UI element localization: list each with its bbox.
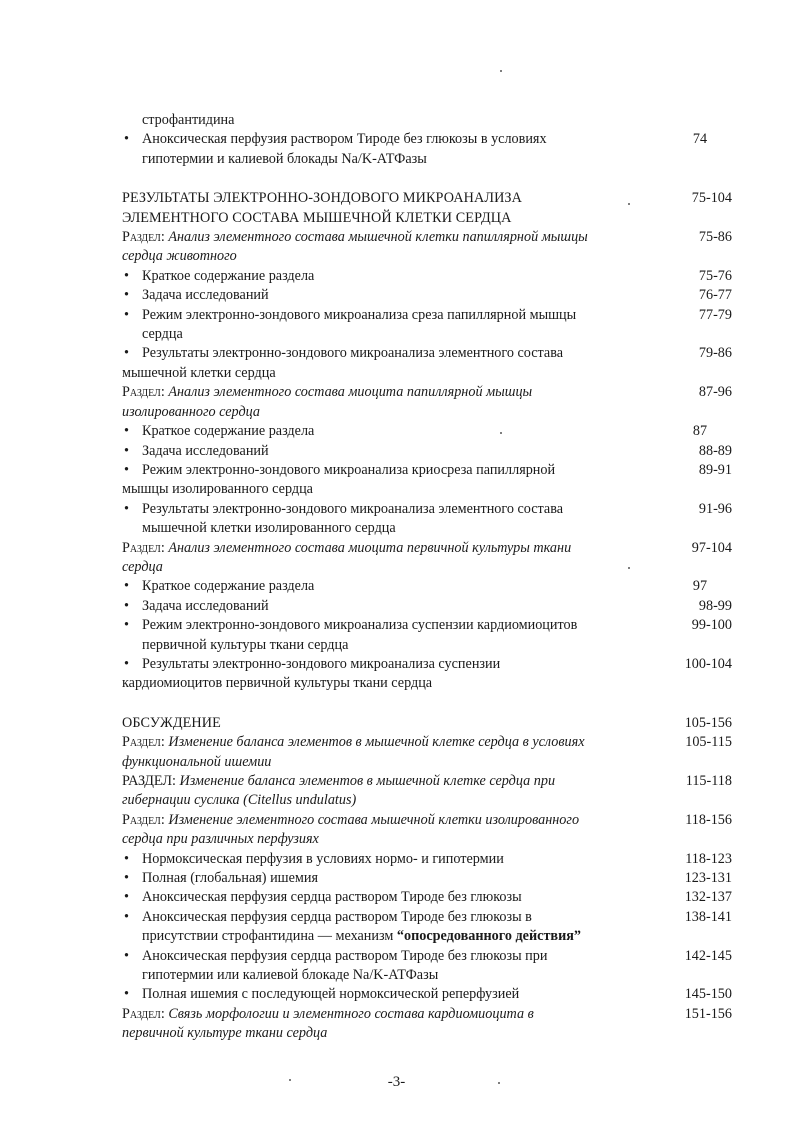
section-label: Раздел: — [122, 1005, 165, 1022]
entry-text: Режим электронно-зондового микроанализа криосреза папиллярной — [142, 461, 556, 478]
toc-entry — [122, 577, 732, 596]
entry-text: Режим электронно-зондового микроанализа среза папиллярной мышцы — [142, 306, 577, 323]
section-entry — [122, 1005, 732, 1044]
entry-text: Задача исследований — [142, 442, 269, 459]
bullet-icon: • — [124, 597, 129, 614]
page-number: 91-96 — [698, 500, 732, 517]
section-entry — [122, 228, 732, 267]
entry-text: Полная (глобальная) ишемия — [142, 870, 318, 887]
entry-text: присутствии строфантидина — механизм — [142, 928, 397, 945]
bullet-icon: • — [124, 850, 129, 867]
entry-text: гипотермии и калиевой блокады Na/K-АТФазы — [142, 150, 427, 167]
toc-entry — [122, 130, 732, 169]
page-number: 77-79 — [698, 306, 732, 323]
toc-entry — [122, 655, 732, 694]
chapter-title: ОБСУЖДЕНИЕ — [122, 714, 221, 731]
bullet-icon: • — [124, 578, 129, 595]
toc-entry — [122, 344, 732, 383]
entry-text: Краткое содержание раздела — [142, 267, 315, 284]
bullet-icon: • — [124, 870, 129, 887]
chapter-heading — [122, 189, 732, 228]
toc-entry — [122, 616, 732, 655]
toc-entry — [122, 908, 732, 947]
entry-text: кардиомиоцитов первичной культуры ткани сердца — [122, 675, 433, 692]
section-title: первичной культуре ткани сердца — [122, 1025, 328, 1042]
bullet-icon: • — [124, 423, 129, 440]
page-number: 75-86 — [698, 229, 732, 246]
bullet-icon: • — [124, 617, 129, 634]
bullet-icon: • — [124, 267, 129, 284]
entry-text: Краткое содержание раздела — [142, 578, 315, 595]
entry-text: Задача исследований — [142, 597, 269, 614]
entry-text: Результаты электронно-зондового микроанализа элементного состава — [142, 345, 564, 362]
section-title: Анализ элементного состава миоцита первичной культуры ткани — [168, 539, 572, 556]
toc-entry — [122, 422, 732, 441]
entry-text: сердца — [142, 326, 183, 343]
page-number: 98-99 — [698, 597, 732, 614]
bullet-icon: • — [124, 306, 129, 323]
entry-text: Результаты электронно-зондового микроанализа суспензии — [142, 655, 501, 672]
scan-speck — [628, 567, 630, 569]
section-label: Раздел: — [122, 539, 165, 556]
page-number: 97-104 — [691, 539, 732, 556]
toc-entry — [122, 947, 732, 986]
entry-text: гипотермии или калиевой блокаде Na/K-АТФазы — [142, 967, 439, 984]
section-label: Раздел: — [122, 811, 165, 828]
section-title: Изменение элементного состава мышечной клетки изолированного — [168, 811, 580, 828]
page-number: 89-91 — [698, 461, 732, 478]
section-title: Анализ элементного состава мышечной клетки папиллярной мышцы — [168, 229, 588, 246]
entry-text: мышечной клетки изолированного сердца — [142, 520, 396, 537]
section-title: функциональной ишемии — [122, 753, 272, 770]
toc-entry — [122, 442, 732, 461]
entry-text: мышцы изолированного сердца — [122, 481, 313, 498]
entry-text: Аноксическая перфузия раствором Тироде без глюкозы в условиях — [142, 131, 547, 148]
section-title: сердца — [122, 558, 163, 575]
page-number: 79-86 — [698, 345, 732, 362]
bullet-icon: • — [124, 287, 129, 304]
bullet-icon: • — [124, 500, 129, 517]
page-number: 100-104 — [684, 655, 732, 672]
page-number: 88-89 — [698, 442, 732, 459]
entry-text: мышечной клетки сердца — [122, 364, 276, 381]
entry-text: Краткое содержание раздела — [142, 423, 315, 440]
page-number: 115-118 — [685, 773, 732, 789]
page-number: 76-77 — [698, 287, 732, 304]
entry-text: Режим электронно-зондового микроанализа суспензии кардиомиоцитов — [142, 617, 578, 634]
page-number: 87-96 — [698, 384, 732, 401]
section-title: гибернации суслика (Citellus undulatus) — [122, 792, 357, 809]
page-number: 123-131 — [684, 870, 732, 887]
section-title: Изменение баланса элементов в мышечной клетке сердца при — [179, 773, 556, 789]
section-entry — [122, 539, 732, 578]
scan-speck — [289, 1079, 291, 1081]
page-footer-number: -3- — [387, 1074, 406, 1090]
continuation-line: строфантидина — [142, 112, 235, 128]
section-label: Раздел: — [122, 734, 165, 751]
bullet-icon: • — [124, 442, 129, 459]
page-number: 74 — [692, 131, 708, 148]
toc-entry — [122, 500, 732, 539]
table-of-contents — [122, 111, 732, 1044]
section-label: Раздел: — [122, 229, 165, 246]
bullet-icon: • — [124, 131, 129, 148]
scan-speck — [498, 1082, 500, 1084]
page-number: 75-76 — [698, 267, 732, 284]
page-number: 105-156 — [684, 714, 732, 731]
toc-entry — [122, 286, 732, 305]
entry-text: Аноксическая перфузия сердца раствором Тироде без глюкозы — [142, 889, 522, 906]
entry-text: Полная ишемия с последующей нормоксической реперфузией — [142, 986, 520, 1003]
page-number: 142-145 — [684, 947, 732, 964]
chapter-title: РЕЗУЛЬТАТЫ ЭЛЕКТРОННО-ЗОНДОВОГО МИКРОАНАЛИЗА — [122, 190, 522, 207]
bullet-icon: • — [124, 986, 129, 1003]
toc-entry — [122, 985, 732, 1004]
page-number: 87 — [692, 423, 708, 440]
section-entry — [122, 383, 732, 422]
bullet-icon: • — [124, 908, 129, 925]
section-entry — [122, 772, 732, 811]
section-title: Анализ элементного состава миоцита папиллярной мышцы — [168, 384, 533, 401]
section-entry — [122, 811, 732, 850]
toc-entry — [122, 306, 732, 345]
entry-text: Нормоксическая перфузия в условиях нормо- и гипотермии — [142, 850, 504, 867]
entry-text-emphasis: “опосредованного действия” — [396, 928, 582, 945]
section-title: изолированного сердца — [122, 403, 261, 420]
page-number: 138-141 — [684, 908, 732, 925]
entry-text: Задача исследований — [142, 287, 269, 304]
entry-text: первичной культуры ткани сердца — [142, 636, 349, 653]
section-title: сердца животного — [122, 248, 237, 265]
section-title: сердца при различных перфузиях — [122, 831, 319, 848]
toc-entry — [122, 850, 732, 869]
page-number: 99-100 — [691, 617, 732, 634]
chapter-title: ЭЛЕМЕНТНОГО СОСТАВА МЫШЕЧНОЙ КЛЕТКИ СЕРДЦА — [122, 209, 512, 226]
section-title: Изменение баланса элементов в мышечной клетке сердца в условиях — [168, 734, 585, 751]
bullet-icon: • — [124, 889, 129, 906]
toc-entry — [122, 461, 732, 500]
bullet-icon: • — [124, 947, 129, 964]
page-number: 118-156 — [685, 811, 732, 828]
page-number: 145-150 — [684, 986, 732, 1003]
toc-entry — [122, 888, 732, 907]
page-number: 75-104 — [691, 190, 732, 207]
scan-speck — [500, 432, 502, 434]
section-entry — [122, 733, 732, 772]
scan-speck — [500, 70, 502, 72]
entry-text: Аноксическая перфузия сердца раствором Тироде без глюкозы при — [142, 947, 548, 964]
toc-entry — [122, 597, 732, 616]
section-title: Связь морфологии и элементного состава кардиомиоцита в — [168, 1005, 534, 1022]
toc-entry — [122, 267, 732, 286]
toc-entry — [122, 869, 732, 888]
scan-speck — [628, 203, 630, 205]
bullet-icon: • — [124, 655, 129, 672]
bullet-icon: • — [124, 461, 129, 478]
page-number: 97 — [692, 578, 708, 595]
page-number: 105-115 — [685, 734, 732, 751]
page-number: 151-156 — [684, 1005, 732, 1022]
entry-text: Результаты электронно-зондового микроанализа элементного состава — [142, 500, 564, 517]
entry-text: Аноксическая перфузия сердца раствором Тироде без глюкозы в — [142, 908, 532, 925]
section-label: РАЗДЕЛ: — [122, 773, 176, 789]
section-label: Раздел: — [122, 384, 165, 401]
page-number: 118-123 — [685, 850, 732, 867]
chapter-heading — [122, 714, 732, 733]
page-number: 132-137 — [684, 889, 732, 906]
bullet-icon: • — [124, 345, 129, 362]
